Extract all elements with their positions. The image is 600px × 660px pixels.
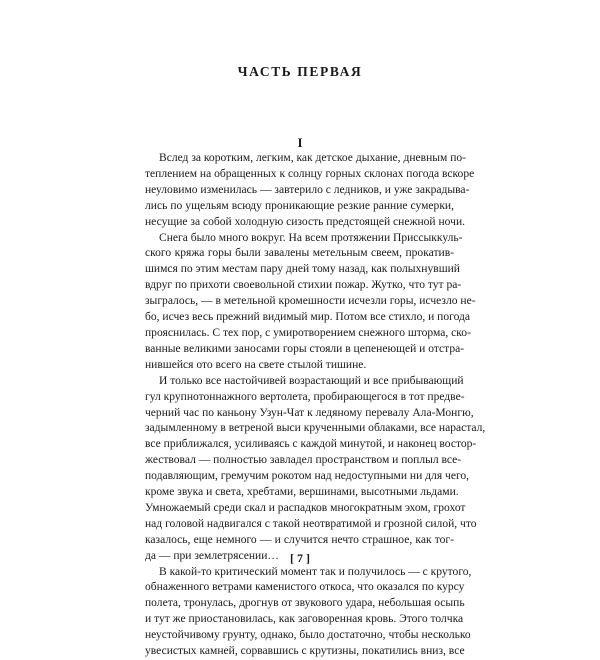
chapter-number: I bbox=[297, 135, 303, 150]
text-line: Вслед за коротким, легким, как детское дыхание, дневным по- bbox=[159, 152, 467, 164]
text-line: нившейся ото всего на свете стылой тишине. bbox=[145, 358, 367, 371]
text-line: черний час по каньону Узун-Чат к ледяному перевалу Ала-Монгю, bbox=[145, 406, 474, 419]
text-line: да — при землетрясении… bbox=[145, 549, 279, 562]
text-line: все приближался, усиливаясь с каждой минутой, и наконец востор- bbox=[145, 438, 477, 451]
text-line: зыгралось, — в метельной кромешности исчезли горы, исчезло не- bbox=[145, 295, 476, 308]
text-line: И только все настойчивей возрастающий и все прибывающий bbox=[159, 374, 464, 387]
text-line: и тут же приостановилась, как заговоренная кровь. Этого толчка bbox=[145, 613, 464, 626]
text-line: кроме звука и света, хребтами, вершинами, высотными льдами. bbox=[145, 486, 459, 499]
text-line: неуловимо изменилась — завтерило с ледников, и уже закрадыва- bbox=[145, 183, 470, 196]
page-number: [ 7 ] bbox=[290, 551, 310, 565]
text-line: задымленному в ветреной выси крученными облаками, все нарастал, bbox=[145, 422, 486, 435]
text-line: казалось, еще немного — и случится нечто страшное, как тог- bbox=[145, 533, 454, 546]
text-line: подавляющим, гремучим рокотом над недоступными ни для чего, bbox=[145, 470, 470, 483]
text-line: увесистых камней, сорвавшись с крутизны, покатились вниз, все bbox=[145, 645, 465, 658]
text-line: ского кряжа горы были завалены метельным свеем, прокатив- bbox=[145, 247, 454, 260]
body-text bbox=[145, 151, 486, 660]
text-line: бо, исчез весь прежний видимый мир. Потом все стихло, и погода bbox=[145, 311, 471, 324]
text-line: полета, тронулась, дрогнув от звукового удара, небольшая осыпь bbox=[145, 597, 465, 610]
text-line: ванные великими заносами горы стояли в цепенеющей и отстра- bbox=[145, 342, 465, 355]
text-line: неустойчивому грунту, однако, было достаточно, чтобы несколько bbox=[145, 629, 471, 642]
text-line: В какой-то критический момент так и получилось — с крутого, bbox=[159, 565, 472, 578]
text-line: гул крупнотоннажного вертолета, пробирающегося в тот предве- bbox=[145, 390, 465, 403]
text-line: Умножаемый среди скал и распадков многократным эхом, грохот bbox=[145, 501, 466, 514]
text-line: вдруг по прихоти своевольной стихии пожар. Жутко, что тут ра- bbox=[145, 279, 462, 292]
text-line: шимся по этим местам пару дней тому назад, как полыхнувший bbox=[145, 263, 460, 276]
text-line: теплением на обращенных к солнцу горных склонах погода вскоре bbox=[145, 167, 475, 180]
text-line: обнаженного ветрами каменистого откоса, что оказался по курсу bbox=[145, 581, 465, 594]
text-line: несущие за собой холодную сизость предстоящей снежной ночи. bbox=[145, 215, 466, 228]
text-line: прояснилась. С тех пор, с умиротворением снежного шторма, ско- bbox=[145, 326, 471, 339]
text-line: жествовал — полностью завладел пространством и поплыл все- bbox=[145, 454, 462, 467]
text-line: над головой надвигался с такой неотвратимой и грозной силой, что bbox=[145, 517, 477, 530]
text-line: лись по ущельям всюду проникающие резкие ранние сумерки, bbox=[145, 199, 454, 212]
part-title: ЧАСТЬ ПЕРВАЯ bbox=[237, 64, 363, 79]
text-line: Снега было много вокруг. На всем протяжении Приссыккуль- bbox=[159, 231, 463, 244]
